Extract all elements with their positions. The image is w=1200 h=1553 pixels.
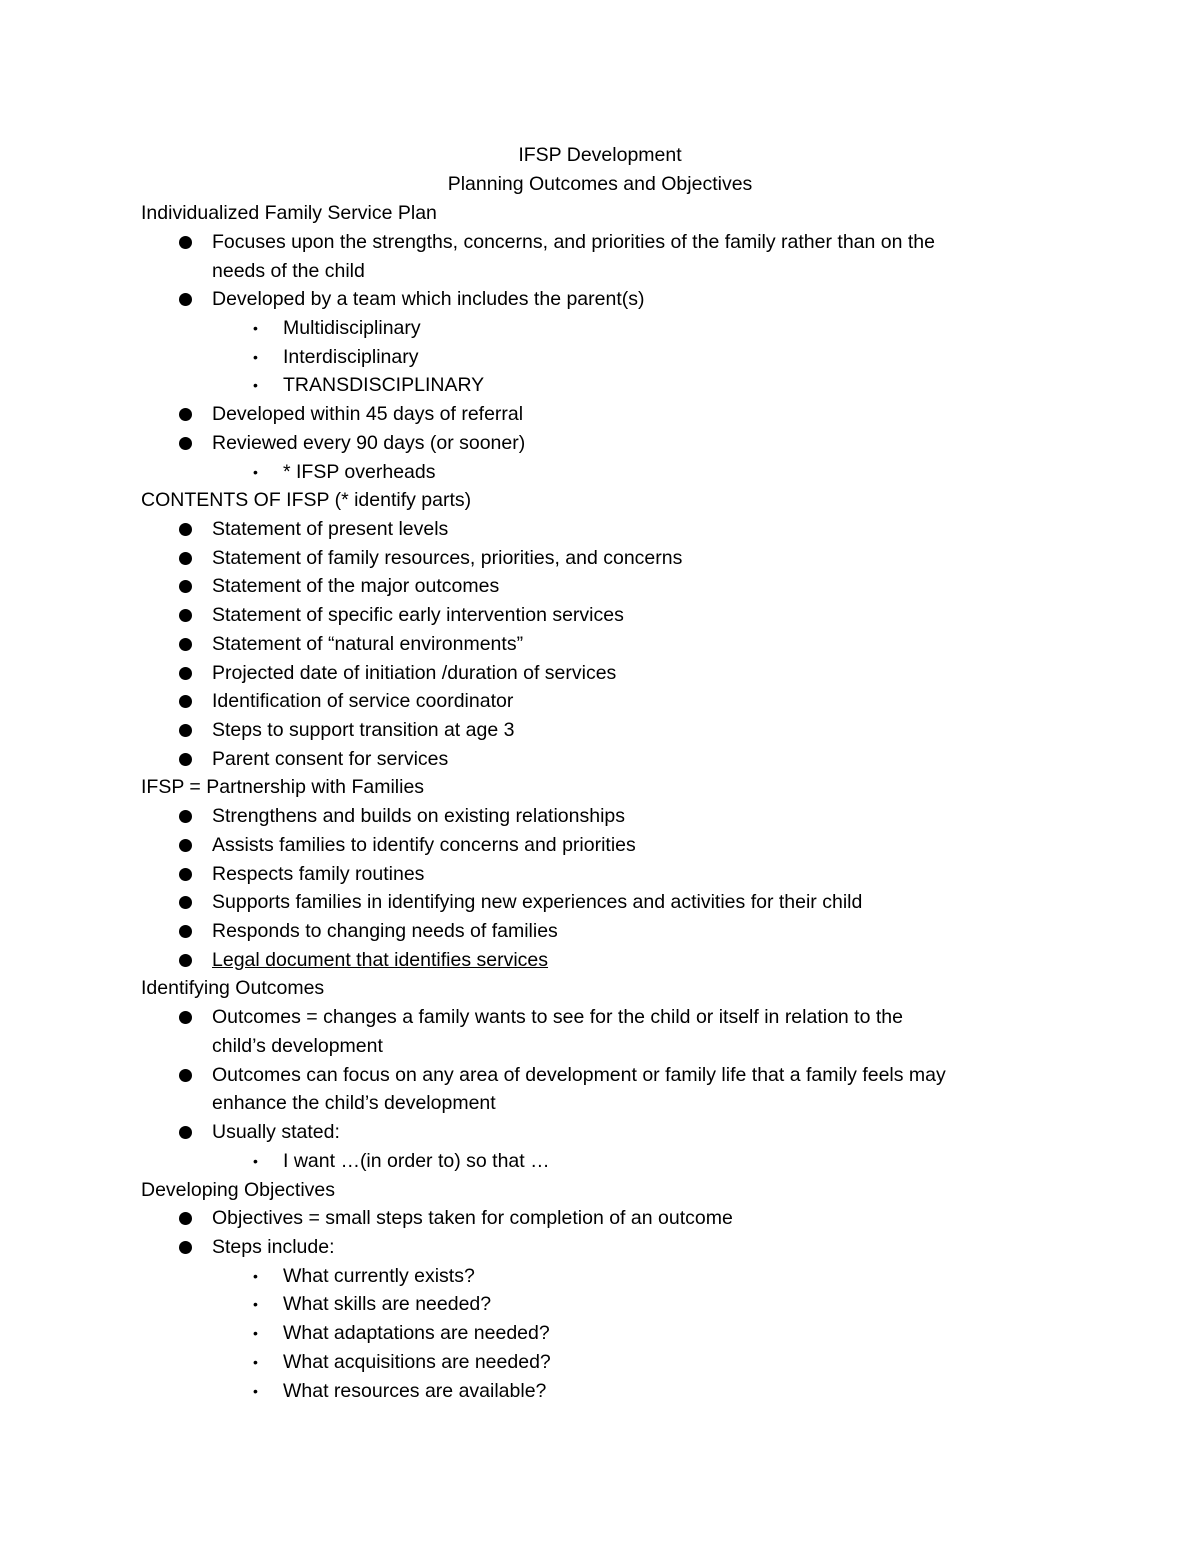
bullet-dot-icon [179, 1241, 192, 1254]
small-bullet-icon: • [253, 377, 258, 393]
bullet-dot-icon [179, 408, 192, 421]
bullet-dot-icon [179, 437, 192, 450]
small-bullet-icon: • [253, 1354, 258, 1370]
small-bullet-icon: • [253, 464, 258, 480]
small-bullet-icon: • [253, 1153, 258, 1169]
bullet-dot-icon [179, 810, 192, 823]
bullet-dot-icon [179, 552, 192, 565]
bullet-dot-icon [179, 1011, 192, 1024]
bullet-dot-icon [179, 609, 192, 622]
bullet-dot-icon [179, 638, 192, 651]
section-heading: Identifying Outcomes [141, 977, 325, 999]
bullet-dot-icon [179, 236, 192, 249]
page-subtitle: Planning Outcomes and Objectives [447, 173, 753, 195]
bullet-dot-icon [179, 1212, 192, 1225]
bullet-dot-icon [179, 580, 192, 593]
small-bullet-icon: • [253, 1296, 258, 1312]
bullet-dot-icon [179, 954, 192, 967]
bullet-dot-icon [179, 925, 192, 938]
bullet-dot-icon [179, 1126, 192, 1139]
section-heading: Individualized Family Service Plan [141, 202, 437, 224]
bullet-dot-icon [179, 896, 192, 909]
small-bullet-icon: • [253, 1268, 258, 1284]
bullet-dot-icon [179, 1069, 192, 1082]
bullet-dot-icon [179, 695, 192, 708]
small-bullet-icon: • [253, 320, 258, 336]
bullet-dot-icon [179, 523, 192, 536]
document-page: IFSP Development Planning Outcomes and Objectives Individualized Family Service Plan Focuses upon the strengths, concerns, and priorities of the family rather than on the needs of the child Developed by a team which includes the parent(s) • Multidisciplinary • Interdisciplinary • TRANSDISCIPLINARY Developed within 45 days of referral Reviewed every 90 days (or sooner) • * IFSP overheads CONTENTS OF IFSP (* identify parts) Statement of present levels Statement of family resources, priorities, and concerns Statement of the major outcomes Statement of specific early intervention services Statement of “natural environments” Projected date of initiation /duration of services Identification of service coordinator Steps to support transition at age 3 Parent consent for services IFSP = Partnership with Families Strengthens and builds on existing relationships Assists families to identify concerns and priorities Respects family routines Supports families in identifying new experiences and activities for their child Responds to changing needs of families Legal document that identifies services Identifying Outcomes Outcomes = changes a family wants to see for the child or itself in relation to the child’s development Outcomes can focus on any area of development or family life that a family feels may enhance the child’s development Usually stated: • I want …(in order to) so that … Developing Objectives Objectives = small steps taken for completion of an outcome Steps include: • What currently exists? • What skills are needed? • What adaptations are needed? • What acquisitions are needed? • What resources are available? [0, 0, 1200, 1553]
small-bullet-icon: • [253, 349, 258, 365]
small-bullet-icon: • [253, 1383, 258, 1399]
bullet-dot-icon [179, 724, 192, 737]
section-heading: Developing Objectives [141, 1179, 336, 1201]
bullet-dot-icon [179, 293, 192, 306]
section-heading: CONTENTS OF IFSP (* identify parts) [141, 489, 472, 511]
bullet-dot-icon [179, 868, 192, 881]
section-heading: IFSP = Partnership with Families [141, 776, 425, 798]
bullet-dot-icon [179, 753, 192, 766]
bullet-dot-icon [179, 839, 192, 852]
page-title: IFSP Development [518, 144, 682, 166]
small-bullet-icon: • [253, 1325, 258, 1341]
bullet-dot-icon [179, 667, 192, 680]
